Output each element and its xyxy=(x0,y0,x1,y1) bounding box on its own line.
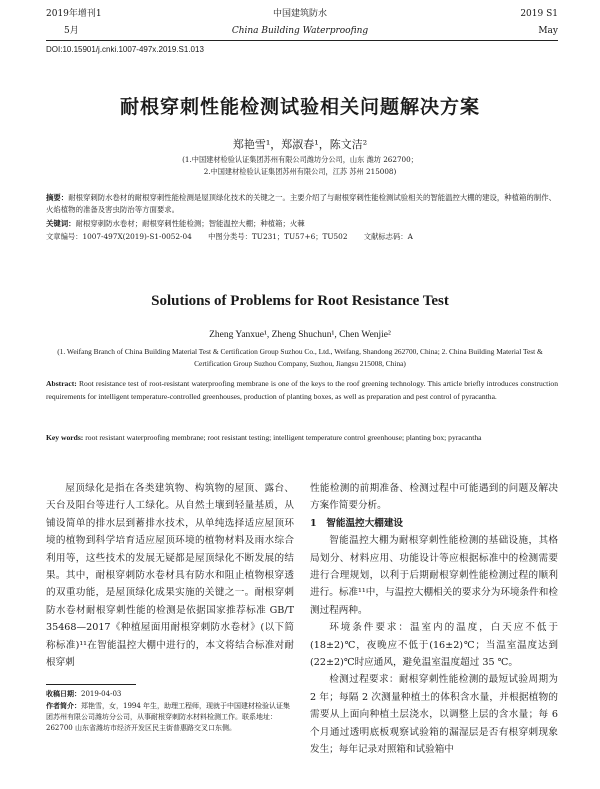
issue-label: 2019年增刊1 xyxy=(46,9,102,19)
keywords-en-text: root resistant waterproofing membrane; root resistant testing; intelligent temperature control greenhouse; planting box; pyracantha xyxy=(85,433,482,442)
body-paragraph-greenhouse: 智能温控大棚为耐根穿刺性能检测的基础设施，其格局划分、材料应用、功能设计等应根据标准中的检测需要进行合理规划，以利于后期耐根穿刺性能检测过程的顺利进行。标准¹¹中，与温控大棚相关的要求分为环境条件和检测过程两种。 xyxy=(310,535,558,616)
page-title-cn: 耐根穿刺性能检测试验相关问题解决方案 xyxy=(119,96,480,118)
abstract-cn-label: 摘要： xyxy=(46,193,69,202)
clc-number: 中图分类号：TU231；TU57+6；TU502 xyxy=(208,232,348,241)
footnote xyxy=(46,688,294,734)
body-right-column xyxy=(310,480,558,759)
section-heading-1: 1 智能温控大棚建设 xyxy=(310,517,404,529)
issue-code: 2019 S1 xyxy=(520,9,558,19)
affiliation-cn-2: 2.中国建材检验认证集团苏州有限公司，江苏 苏州 215008) xyxy=(203,167,397,176)
affiliation-en: (1. Weifang Branch of China Building Material Test & Certification Group Suzhou Co., Ltd., Weifang, Shandong 262700, China; 2. China Building Material Test & Certification Group Suzhou Company, Suzhou, Jiangsu 215008, China) xyxy=(57,347,543,368)
authors-cn: 郑艳雪¹，郑淑春¹，陈文洁² xyxy=(232,138,368,151)
body-paragraph-process: 检测过程要求：耐根穿刺性能检测的最短试验周期为 2 年；每隔 2 次测量种植土的体积含水量，并根据植物的需要从上面向种植土层浇水，以调整上层的含水量；每 6 个月通过透明底板观察试验箱的漏湿层是否有根穿刺现象发生；每年记录对照箱和试验箱中 xyxy=(310,674,558,756)
keywords-cn-label: 关键词： xyxy=(46,219,76,228)
month-label: 5月 xyxy=(64,26,79,36)
body-paragraph-environment: 环境条件要求：温室内的温度，白天应不低于(18±2)℃，夜晚应不低于(16±2)℃；当温室温度达到(22±2)℃时应通风，避免温室温度超过 35 ℃。 xyxy=(310,622,558,669)
affiliation-cn-1: (1.中国建材检验认证集团苏州有限公司潍坊分公司，山东 潍坊 262700； xyxy=(182,155,418,164)
article-number: 文章编号：1007-497X(2019)-S1-0052-04 xyxy=(46,232,192,241)
body-paragraph-intro: 屋顶绿化是指在各类建筑物、构筑物的屋顶、露台、天台及阳台等进行人工绿化。从自然土壤到轻量基质，从铺设简单的排水层到蓄排水技术，从单纯选择适应屋顶环境的植物到科学培育适应屋顶环境的植物材料及雨水综合利用等，这些技术的发展无疑都是屋顶绿化不断发展的结果。其中，耐根穿刺防水卷材具有防水和阻止植物根穿透的双重功能，是屋顶绿化成果实施的关键之一。耐根穿刺防水卷材耐根穿刺性能的检测是依据国家推荐标准 GB/T 35468—2017《种植屋面用耐根穿刺防水卷材》(以下简称标准)¹¹在智能温控大棚中进行的，本文将结合标准对耐根穿刺 xyxy=(46,483,294,669)
keywords-en xyxy=(46,432,558,445)
keywords-cn xyxy=(46,218,558,230)
month-en: May xyxy=(538,26,558,36)
body-paragraph-continued: 性能检测的前期准备、检测过程中可能遇到的问题及解决方案作简要分析。 xyxy=(310,483,558,512)
header-rule xyxy=(46,40,558,41)
keywords-cn-text: 耐根穿刺防水卷材；耐根穿刺性能检测；智能温控大棚；种植箱；火棘 xyxy=(75,219,305,228)
page-title-en: Solutions of Problems for Root Resistance Test xyxy=(151,293,449,309)
authors-en: Zheng Yanxue¹, Zheng Shuchun¹, Chen Wenjie² xyxy=(209,330,391,340)
abstract-cn xyxy=(46,192,558,216)
received-date: 收稿日期：2019-04-03 xyxy=(46,689,122,698)
journal-name-en: China Building Waterproofing xyxy=(231,26,369,36)
article-meta-cn xyxy=(46,232,558,242)
doi: DOI:10.15901/j.cnki.1007-497x.2019.S1.013 xyxy=(46,45,204,54)
body-left-column xyxy=(46,480,294,671)
abstract-en-text: Root resistance test of root-resistant waterproofing membrane is one of the keys to the roof greening technology. This article briefly introduces construction requirements for intelligent temperature-controlled greenhouses, production of planting boxes, as well as preparation and pest control of pyracantha. xyxy=(46,379,558,401)
keywords-en-label: Key words: xyxy=(46,433,84,442)
abstract-cn-text: 耐根穿刺防水卷材的耐根穿刺性能检测是屋顶绿化技术的关键之一。主要介绍了与耐根穿刺性能检测试验相关的智能温控大棚的建设，种植箱的制作、火焰植物的准备及害虫防治等方面要求。 xyxy=(46,193,556,214)
document-code: 文献标志码：A xyxy=(363,232,413,241)
abstract-en xyxy=(46,378,558,403)
abstract-en-label: Abstract: xyxy=(46,379,77,388)
footnote-rule xyxy=(46,684,136,685)
journal-name-cn: 中国建筑防水 xyxy=(272,9,327,19)
author-bio: 作者简介：郑艳雪，女，1994 年生，助理工程师，现就于中国建材检验认证集团苏州有限公司潍坊分公司，从事耐根穿刺防水材料检测工作。联系地址：262700 山东省潍坊市经济开发区民主街普惠路交叉口东侧。 xyxy=(46,701,291,732)
